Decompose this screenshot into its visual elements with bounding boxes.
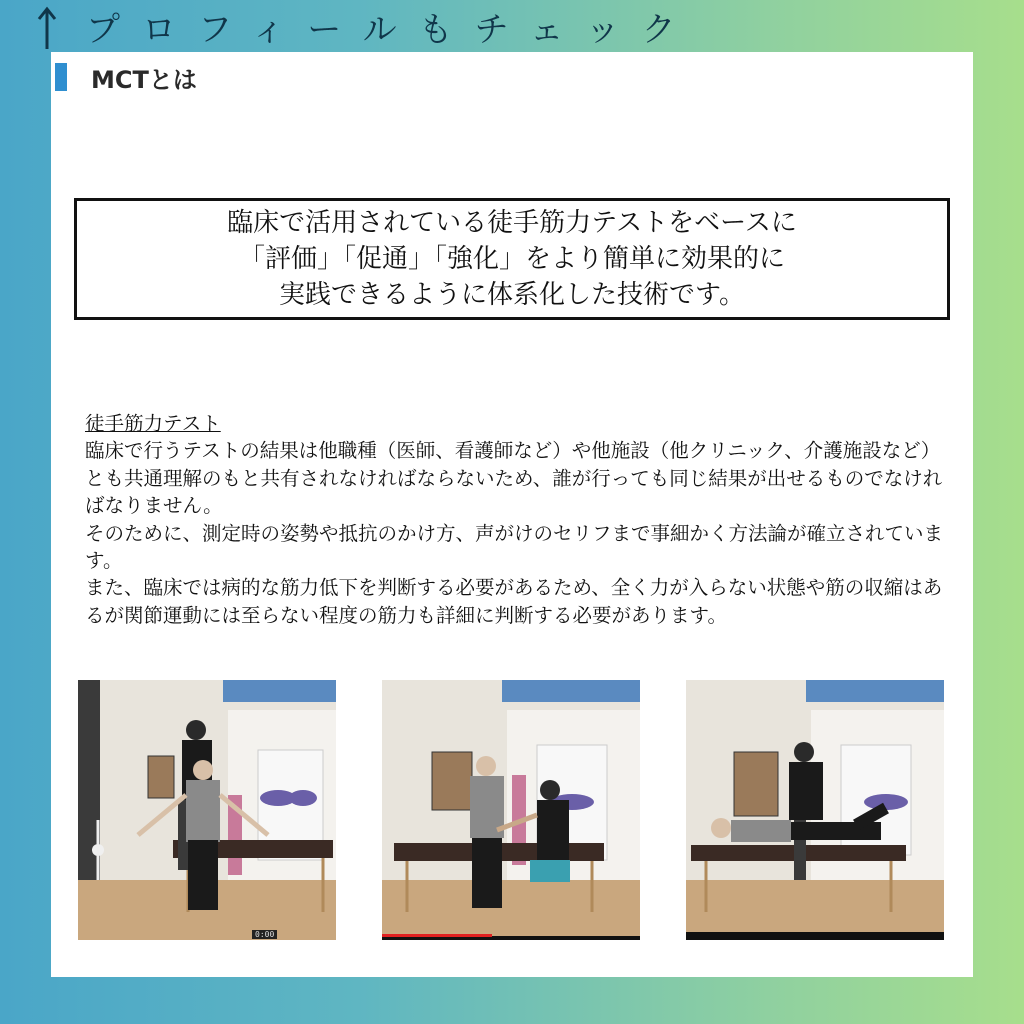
section-title	[55, 62, 197, 92]
definition-line: 「評価」「促通」「強化」をより簡単に効果的に	[238, 244, 785, 274]
body-heading: 徒手筋力テスト	[85, 412, 221, 435]
body-text	[85, 410, 955, 629]
up-arrow-icon	[36, 5, 58, 51]
video-timestamp: 0:00	[252, 930, 277, 939]
seated-arm-test-photo	[78, 680, 336, 940]
body-paragraph: また、臨床では病的な筋力低下を判断する必要があるため、全く力が入らない状態や筋の収縮はあるが関節運動には至らない程度の筋力も詳細に判断する必要があります。	[85, 576, 943, 627]
definition-box	[74, 198, 950, 320]
photo-row	[78, 680, 948, 942]
section-title-text: MCTとは	[91, 65, 197, 94]
body-paragraph: 臨床で行うテストの結果は他職種（医師、看護師など）や他施設（他クリニック、介護施設など）とも共通理解のもと共有されなければならないため、誰が行っても同じ結果が出せるものでなければなりません。	[85, 439, 943, 518]
side-lying-test-photo	[686, 680, 944, 940]
definition-line: 臨床で活用されている徒手筋力テストをベースに	[227, 208, 797, 238]
profile-check-header[interactable]	[36, 0, 996, 52]
header-text: プロフィールもチェック	[86, 9, 698, 50]
title-accent-bar	[55, 63, 67, 91]
seated-leg-test-photo	[382, 680, 640, 940]
content-card	[51, 52, 973, 977]
definition-line: 実践できるように体系化した技術です。	[279, 280, 745, 310]
body-paragraph: そのために、測定時の姿勢や抵抗のかけ方、声がけのセリフまで事細かく方法論が確立されています。	[85, 521, 944, 573]
